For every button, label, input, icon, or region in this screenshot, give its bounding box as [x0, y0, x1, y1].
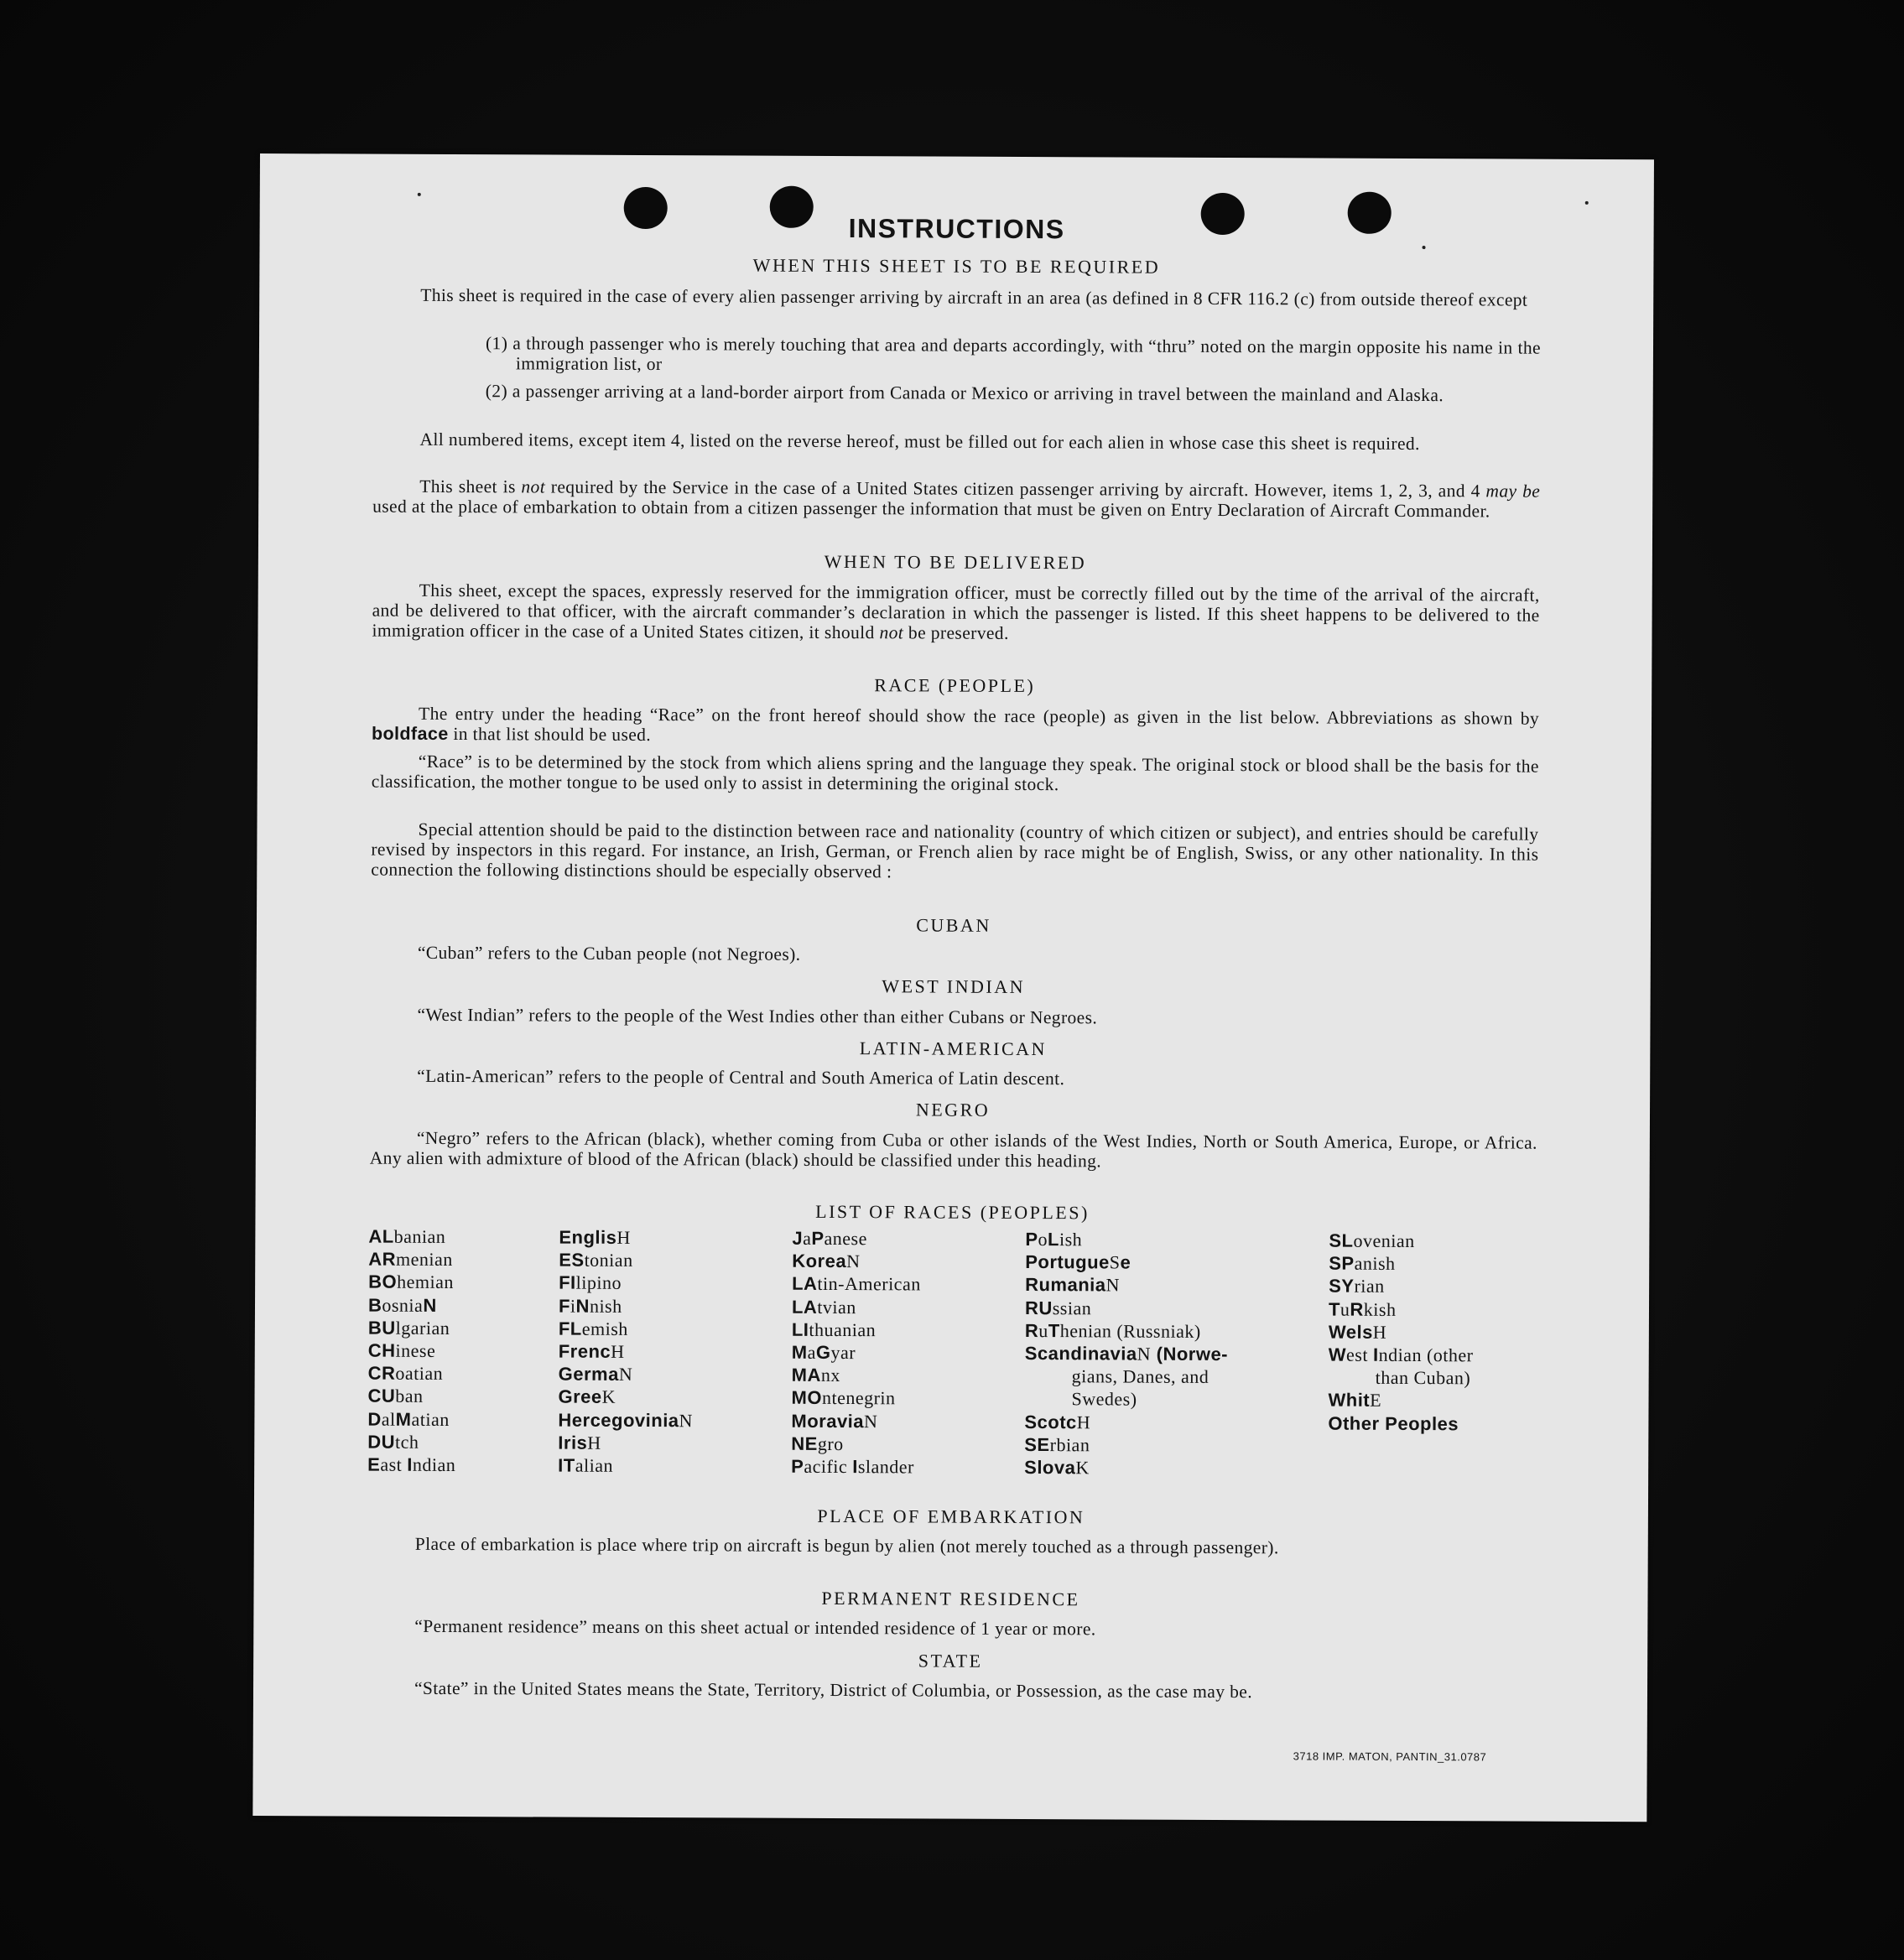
race-abbreviation: R	[1350, 1298, 1364, 1320]
race-name-part: ndian	[412, 1453, 456, 1476]
race-abbreviation: BU	[367, 1317, 396, 1339]
heading-race: RACE (PEOPLE)	[874, 674, 1036, 697]
emphasis-not: not	[879, 622, 904, 643]
race-abbreviation: R	[1024, 1319, 1039, 1341]
race-abbreviation: Portugue	[1025, 1251, 1110, 1273]
race-abbreviation: MO	[791, 1387, 823, 1409]
text-fragment: This sheet is	[419, 476, 522, 497]
race-entry	[792, 1227, 921, 1250]
emphasis-boldface: boldface	[371, 723, 449, 744]
race-abbreviation: AR	[368, 1248, 397, 1270]
race-entry	[1024, 1456, 1227, 1479]
race-name-part: tch	[395, 1431, 419, 1453]
race-entry	[1329, 1344, 1474, 1367]
race-abbreviation: IT	[558, 1454, 575, 1476]
race-entry	[1329, 1230, 1474, 1253]
race-name-part: yar	[830, 1341, 856, 1364]
text-fragment: in that list should be used.	[448, 723, 652, 746]
race-name-part: ish	[1059, 1229, 1083, 1250]
race-abbreviation: NE	[791, 1432, 818, 1454]
race-entry	[1025, 1250, 1228, 1274]
race-abbreviation: M	[791, 1341, 808, 1363]
race-name-part: S	[1109, 1251, 1121, 1273]
race-entry	[1024, 1411, 1227, 1434]
heading-when-required: WHEN THIS SHEET IS TO BE REQUIRED	[752, 254, 1161, 278]
race-name-part: gians, Danes, and	[1071, 1365, 1210, 1388]
race-name-part: N	[618, 1364, 633, 1386]
race-abbreviation: ES	[559, 1249, 585, 1271]
race-name-part: ntenegrin	[821, 1387, 896, 1409]
race-name-part: lipino	[575, 1272, 622, 1294]
text-fragment: be preserved.	[903, 622, 1009, 643]
text-fragment: The entry under the heading “Race” on the front hereof should show the race (people) as given in the list below. Abbreviations as shown by	[419, 703, 1540, 729]
emphasis-may-be: may be	[1485, 481, 1541, 502]
paragraph-negro: “Negro” refers to the African (black), whether coming from Cuba or other islands of the West Indies, North or South America, Europe, or Africa. Any alien with admixture of blood of the African (black) should be classified under this heading.	[369, 1127, 1537, 1172]
emphasis-not: not	[521, 476, 546, 497]
race-abbreviation: Englis	[559, 1226, 617, 1248]
race-entry	[559, 1294, 694, 1318]
races-column-1	[367, 1225, 456, 1477]
race-entry	[367, 1385, 455, 1408]
race-name-part: K	[601, 1386, 616, 1408]
race-abbreviation: Hercegovinia	[558, 1409, 679, 1431]
race-entry	[792, 1341, 921, 1365]
race-name-part: H	[1372, 1321, 1387, 1343]
paragraph-numbered-items: All numbered items, except item 4, listed on the reverse hereof, must be filled out for each alien in whose case this sheet is required.	[419, 429, 1420, 455]
race-name-part: N	[1137, 1343, 1152, 1365]
race-abbreviation: Whit	[1328, 1389, 1371, 1412]
race-abbreviation: W	[1328, 1344, 1347, 1365]
race-name-part: ndian (other	[1378, 1344, 1474, 1366]
races-column-5	[1328, 1230, 1474, 1436]
race-name-part: nish	[589, 1295, 622, 1317]
race-abbreviation: FI	[559, 1271, 576, 1294]
text-fragment: used at the place of embarkation to obtain from a citizen passenger the information that must be given on Entry Declaration of Aircraft Commander.	[372, 496, 1490, 522]
race-entry	[791, 1432, 920, 1456]
race-name-part: K	[1075, 1457, 1090, 1479]
race-abbreviation: L	[1047, 1229, 1060, 1250]
race-name-part: osnia	[382, 1294, 424, 1316]
race-name-part: est	[1345, 1344, 1374, 1365]
race-name-part: Swedes)	[1071, 1388, 1137, 1410]
race-abbreviation: Rumania	[1025, 1274, 1106, 1296]
paragraph-citizen	[372, 476, 1540, 522]
race-abbreviation: (Norwe-	[1150, 1343, 1229, 1365]
race-name-part: H	[1076, 1411, 1091, 1432]
paragraph-required: This sheet is required in the case of every alien passenger arriving by aircraft in an area (as defined in 8 CFR 116.2 (c) from outside thereof except	[420, 284, 1528, 310]
race-entry	[558, 1408, 693, 1432]
race-abbreviation: e	[1120, 1251, 1131, 1273]
paragraph-race-stock: “Race” is to be determined by the stock from which aliens spring and the language they speak. The original stock or blood shall be the basis for the classification, the mother tongue to be used only to assist in determining the original stock.	[371, 751, 1539, 795]
race-name-part: i	[570, 1295, 576, 1317]
race-entry	[559, 1340, 694, 1364]
race-name-part: o	[1038, 1229, 1048, 1250]
races-column-3	[791, 1227, 921, 1479]
paragraph-delivered	[372, 580, 1539, 646]
heading-embarkation: PLACE OF EMBARKATION	[817, 1505, 1085, 1528]
race-abbreviation: M	[395, 1408, 412, 1430]
race-abbreviation: P	[1025, 1228, 1038, 1250]
race-entry	[1329, 1366, 1474, 1390]
paragraph-race-distinction: Special attention should be paid to the distinction between race and nationality (country of which citizen or subject), and entries should be carefully revised by inspectors in this regard. For instance, an Irish, German, or French alien by race might be of English, Swiss, or any other nationality. In this connection the following distinctions should be especially observed :	[371, 819, 1539, 882]
race-abbreviation: T	[1048, 1319, 1060, 1341]
race-entry	[792, 1318, 921, 1342]
race-entry	[1025, 1365, 1228, 1388]
race-abbreviation: G	[815, 1341, 831, 1363]
race-abbreviation: Slova	[1024, 1457, 1076, 1479]
race-entry	[792, 1364, 921, 1387]
race-name-part: gro	[817, 1432, 844, 1454]
race-name-part: anish	[1354, 1252, 1396, 1275]
race-abbreviation: Wels	[1328, 1321, 1373, 1343]
race-abbreviation: N	[423, 1294, 437, 1316]
race-name-part: N	[679, 1409, 694, 1431]
race-abbreviation: J	[792, 1227, 804, 1249]
race-entry	[558, 1454, 693, 1478]
race-abbreviation: Scotc	[1024, 1411, 1077, 1432]
race-name-part: lgarian	[395, 1317, 450, 1339]
heading-west-indian: WEST INDIAN	[882, 975, 1026, 997]
race-abbreviation: SE	[1024, 1433, 1050, 1455]
race-abbreviation: P	[811, 1227, 825, 1249]
race-name-part: E	[1370, 1390, 1382, 1412]
race-abbreviation: LI	[791, 1318, 809, 1340]
race-name-part: emish	[581, 1318, 628, 1339]
race-name-part: a	[807, 1341, 816, 1363]
race-entry	[1329, 1297, 1474, 1321]
race-entry	[368, 1362, 456, 1386]
paragraph-permanent-residence: “Permanent residence” means on this sheet actual or intended residence of 1 year or more.	[414, 1615, 1096, 1640]
race-name-part: atian	[411, 1408, 450, 1430]
race-entry	[1025, 1319, 1228, 1343]
heading-state: STATE	[918, 1650, 983, 1671]
race-abbreviation: Frenc	[558, 1340, 611, 1362]
race-entry	[1024, 1433, 1227, 1457]
race-abbreviation: Other Peoples	[1328, 1412, 1459, 1434]
heading-permanent-residence: PERMANENT RESIDENCE	[821, 1587, 1080, 1610]
race-entry	[368, 1225, 456, 1249]
heading-when-delivered: WHEN TO BE DELIVERED	[824, 550, 1087, 574]
races-column-2	[558, 1226, 694, 1478]
heading-cuban: CUBAN	[916, 914, 991, 936]
race-abbreviation: CR	[367, 1362, 396, 1384]
race-entry	[559, 1317, 694, 1340]
document-page	[252, 153, 1654, 1822]
paragraph-latin-american: “Latin-American” refers to the people of Central and South America of Latin descent.	[417, 1065, 1065, 1089]
race-name-part: N	[1105, 1274, 1120, 1296]
race-name-part: rbian	[1049, 1433, 1090, 1456]
race-name-part: anese	[824, 1227, 867, 1250]
race-name-part: tonian	[584, 1249, 633, 1271]
race-entry	[1329, 1275, 1474, 1298]
race-abbreviation: RU	[1024, 1297, 1053, 1318]
race-abbreviation: Iris	[558, 1432, 588, 1453]
race-abbreviation: I	[407, 1453, 414, 1475]
race-name-part: al	[381, 1408, 396, 1430]
race-name-part: alian	[575, 1454, 614, 1476]
race-name-part: H	[587, 1432, 601, 1453]
race-abbreviation: N	[575, 1295, 590, 1317]
paragraph-west-indian: “West Indian” refers to the people of the West Indies other than either Cubans or Negroes.	[417, 1004, 1098, 1028]
race-name-part: ban	[395, 1386, 424, 1407]
race-name-part: nx	[820, 1365, 840, 1386]
printer-mark: 3718 IMP. MATON, PANTIN_31.0787	[1293, 1749, 1487, 1764]
race-name-part: u	[1038, 1319, 1048, 1341]
race-name-part: banian	[393, 1225, 446, 1247]
race-abbreviation: MA	[791, 1364, 821, 1386]
race-entry	[1025, 1228, 1228, 1251]
race-name-part: ast	[380, 1453, 408, 1475]
race-abbreviation: I	[1372, 1344, 1379, 1365]
paragraph-cuban: “Cuban” refers to the Cuban people (not Negroes).	[417, 942, 801, 964]
race-abbreviation: D	[367, 1408, 382, 1430]
race-entry	[368, 1248, 456, 1271]
race-abbreviation: P	[791, 1455, 804, 1477]
race-abbreviation: SP	[1329, 1252, 1355, 1274]
race-entry	[1328, 1412, 1473, 1435]
race-entry	[558, 1431, 693, 1454]
race-name-part: H	[616, 1226, 631, 1248]
paragraph-state: “State” in the United States means the State, Territory, District of Columbia, or Possession, as the case may be.	[414, 1677, 1253, 1703]
race-name-part: N	[846, 1250, 861, 1272]
race-abbreviation: I	[852, 1456, 858, 1478]
dust-speck	[418, 193, 421, 196]
race-entry	[368, 1271, 456, 1294]
race-entry	[1024, 1387, 1227, 1411]
race-abbreviation: CU	[367, 1385, 396, 1407]
race-name-part: ssian	[1052, 1297, 1092, 1318]
race-entry	[559, 1271, 694, 1295]
race-name-part: than Cuban)	[1375, 1367, 1471, 1389]
race-entry	[1329, 1320, 1474, 1344]
race-entry	[792, 1250, 921, 1273]
race-name-part: inese	[395, 1339, 436, 1361]
race-name-part: hemian	[397, 1271, 454, 1293]
race-entry	[368, 1316, 456, 1339]
race-entry	[792, 1272, 921, 1296]
race-abbreviation: FL	[558, 1318, 582, 1339]
races-column-4	[1024, 1228, 1229, 1479]
paragraph-embarkation: Place of embarkation is place where trip on aircraft is begun by alien (not merely touched as a through passenger).	[414, 1533, 1279, 1558]
race-name-part: kish	[1363, 1298, 1397, 1320]
race-name-part: H	[611, 1340, 625, 1362]
race-entry	[559, 1363, 694, 1386]
text-fragment: This sheet, except the spaces, expressly reserved for the immigration officer, must be correctly filled out by the time of the arrival of the aircraft, and be delivered to that officer, with the aircraft commander’s declaration in which the passenger is listed. If this sheet happens to be delivered to the immigration officer in the case of a United States citizen, it should	[372, 580, 1540, 643]
race-entry	[367, 1430, 455, 1453]
race-entry	[368, 1339, 456, 1363]
race-name-part: slander	[857, 1456, 914, 1478]
race-name-part: acific	[804, 1455, 853, 1478]
race-abbreviation: E	[367, 1453, 381, 1475]
exception-item-1: (1) a through passenger who is merely touching that area and departs accordingly, with “thru” noted on the margin opposite his name in the immigration list, or	[485, 333, 1542, 375]
race-abbreviation: DU	[367, 1431, 396, 1453]
race-abbreviation: SY	[1329, 1275, 1355, 1297]
race-name-part: a	[803, 1227, 812, 1249]
race-abbreviation: LA	[791, 1296, 818, 1318]
race-name-part: u	[1340, 1298, 1350, 1320]
heading-latin-american: LATIN-AMERICAN	[859, 1037, 1047, 1060]
race-entry	[791, 1455, 920, 1479]
race-abbreviation: CH	[367, 1339, 396, 1361]
race-name-part: menian	[395, 1248, 453, 1271]
heading-negro: NEGRO	[915, 1099, 991, 1120]
race-entry	[791, 1409, 920, 1432]
race-name-part: thuanian	[809, 1318, 877, 1341]
race-abbreviation: Scandinavia	[1024, 1343, 1137, 1365]
text-fragment: required by the Service in the case of a United States citizen passenger arriving by aircraft. However, items 1, 2, 3, and 4	[545, 476, 1486, 502]
race-name-part: tin-American	[817, 1273, 921, 1295]
page-title: INSTRUCTIONS	[848, 213, 1065, 245]
race-entry	[1328, 1389, 1473, 1412]
paragraph-race-entry	[372, 704, 1539, 749]
race-abbreviation: LA	[792, 1273, 818, 1295]
race-entry	[1025, 1342, 1228, 1365]
race-entry	[791, 1386, 920, 1410]
race-abbreviation: SL	[1329, 1230, 1354, 1251]
heading-list-of-races: LIST OF RACES (PEOPLES)	[815, 1200, 1090, 1224]
race-name-part: oatian	[395, 1362, 444, 1385]
dust-speck	[1585, 201, 1589, 205]
race-entry	[1329, 1252, 1474, 1276]
race-abbreviation: F	[558, 1295, 571, 1317]
race-abbreviation: Germa	[558, 1363, 619, 1386]
race-abbreviation: Korea	[792, 1250, 847, 1272]
race-abbreviation: Moravia	[791, 1410, 865, 1432]
race-abbreviation: T	[1328, 1298, 1341, 1320]
race-entry	[367, 1453, 455, 1477]
race-entry	[558, 1386, 693, 1409]
race-name-part: N	[864, 1410, 878, 1432]
race-abbreviation: B	[367, 1294, 382, 1316]
race-entry	[1025, 1297, 1228, 1320]
race-entry	[368, 1293, 456, 1317]
race-entry	[559, 1226, 694, 1250]
race-entry	[559, 1249, 694, 1272]
race-name-part: henian (Russniak)	[1059, 1319, 1201, 1342]
race-name-part: rian	[1354, 1276, 1385, 1297]
race-name-part: ovenian	[1353, 1230, 1415, 1252]
race-abbreviation: Gree	[558, 1386, 602, 1408]
race-entry	[792, 1295, 921, 1318]
race-abbreviation: AL	[368, 1225, 394, 1247]
race-abbreviation: BO	[368, 1271, 398, 1293]
exception-item-2: (2) a passenger arriving at a land-border airport from Canada or Mexico or arriving in travel between the mainland and Alaska.	[485, 381, 1444, 406]
race-entry	[367, 1407, 455, 1431]
race-name-part: tvian	[817, 1296, 856, 1318]
race-entry	[1025, 1273, 1228, 1297]
